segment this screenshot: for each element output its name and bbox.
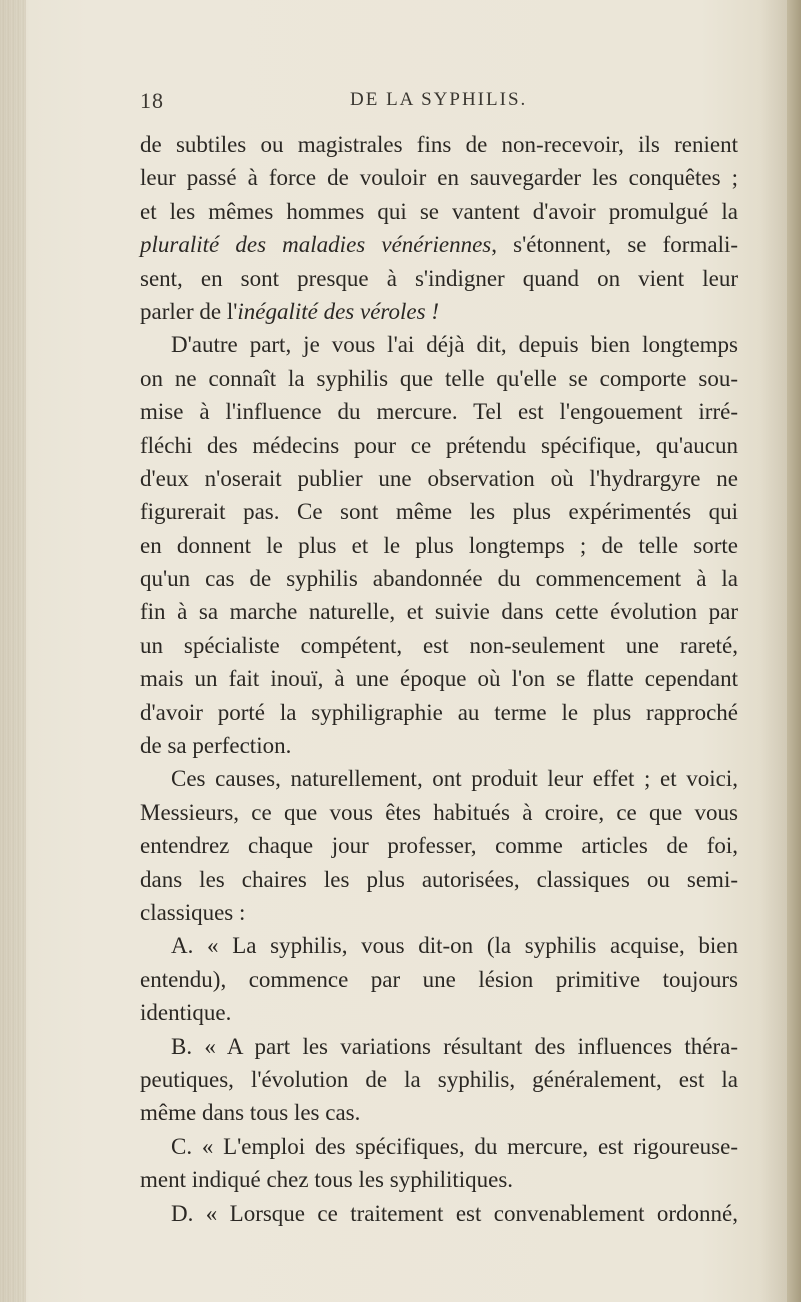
text-line: peutiques, l'évolution de la syphilis, généralement, est la xyxy=(140,1066,738,1092)
text-line: classiques : xyxy=(140,899,246,925)
text-line: entendu), commence par une lésion primitive toujours xyxy=(140,966,738,992)
text-line: et les mêmes hommes qui se vantent d'avoir promulgué la xyxy=(140,198,738,224)
text-line: Messieurs, ce que vous êtes habitués à croire, ce que vous xyxy=(140,799,738,825)
text-line: entendrez chaque jour professer, comme articles de foi, xyxy=(140,833,738,859)
text-line: figurerait pas. Ce sont même les plus expérimentés qui xyxy=(140,499,738,525)
text-line: Ces causes, naturellement, ont produit leur effet ; et voici, xyxy=(171,766,738,792)
text-line: un spécialiste compétent, est non-seulement une rareté, xyxy=(140,632,738,658)
text-line: en donnent le plus et le plus longtemps ; de telle sorte xyxy=(140,532,738,558)
text-line: de subtiles ou magistrales fins de non-recevoir, ils renient xyxy=(140,132,738,157)
text-line: fléchi des médecins pour ce prétendu spécifique, qu'aucun xyxy=(140,432,738,458)
text-line: on ne connaît la syphilis que telle qu'elle se comporte sou- xyxy=(140,365,738,391)
page-right-edge xyxy=(787,0,801,1302)
running-header xyxy=(0,88,801,118)
text-line: d'avoir porté la syphiligraphie au terme le plus rapproché xyxy=(140,699,738,725)
text-run: , s'étonnent, se formali- xyxy=(491,232,739,258)
text-line: D'autre part, je vous l'ai déjà dit, depuis bien longtemps xyxy=(171,332,738,358)
text-line: sent, en sont presque à s'indigner quand on vient leur xyxy=(140,265,738,291)
italic-phrase: inégalité des véroles ! xyxy=(237,298,439,324)
text-line: identique. xyxy=(140,1000,232,1026)
text-line xyxy=(140,228,738,261)
text-run: parler de l' xyxy=(140,298,238,324)
text-line: même dans tous les cas. xyxy=(140,1100,361,1126)
text-line: mise à l'influence du mercure. Tel est l'engouement irré- xyxy=(140,399,738,425)
text-line: leur passé à force de vouloir en sauvegarder les conquêtes ; xyxy=(140,165,738,191)
page-number: 18 xyxy=(140,88,164,113)
text-line: fin à sa marche naturelle, et suivie dans cette évolution par xyxy=(140,599,738,625)
list-item-b: B. « A part les variations résultant des influences théra- xyxy=(171,1033,738,1059)
text-line: dans les chaires les plus autorisées, classiques ou semi- xyxy=(140,866,738,892)
text-line: d'eux n'oserait publier une observation où l'hydrargyre ne xyxy=(140,465,738,491)
text-line: de sa perfection. xyxy=(140,733,292,759)
italic-phrase: pluralité des maladies vénériennes xyxy=(140,232,492,258)
list-item-d: D. « Lorsque ce traitement est convenablement ordonné, xyxy=(171,1200,738,1226)
page-left-edge xyxy=(0,0,26,1302)
text-line: ment indiqué chez tous les syphilitiques. xyxy=(140,1167,514,1193)
list-item-a: A. « La syphilis, vous dit-on (la syphilis acquise, bien xyxy=(171,933,738,959)
body-text xyxy=(140,128,738,1230)
text-line: mais un fait inouï, à une époque où l'on se flatte cependant xyxy=(140,666,738,692)
running-title: DE LA SYPHILIS. xyxy=(350,89,528,110)
list-item-c: C. « L'emploi des spécifiques, du mercure, est rigoureuse- xyxy=(171,1133,738,1159)
text-line: qu'un cas de syphilis abandonnée du commencement à la xyxy=(140,566,738,592)
text-line xyxy=(140,295,738,328)
